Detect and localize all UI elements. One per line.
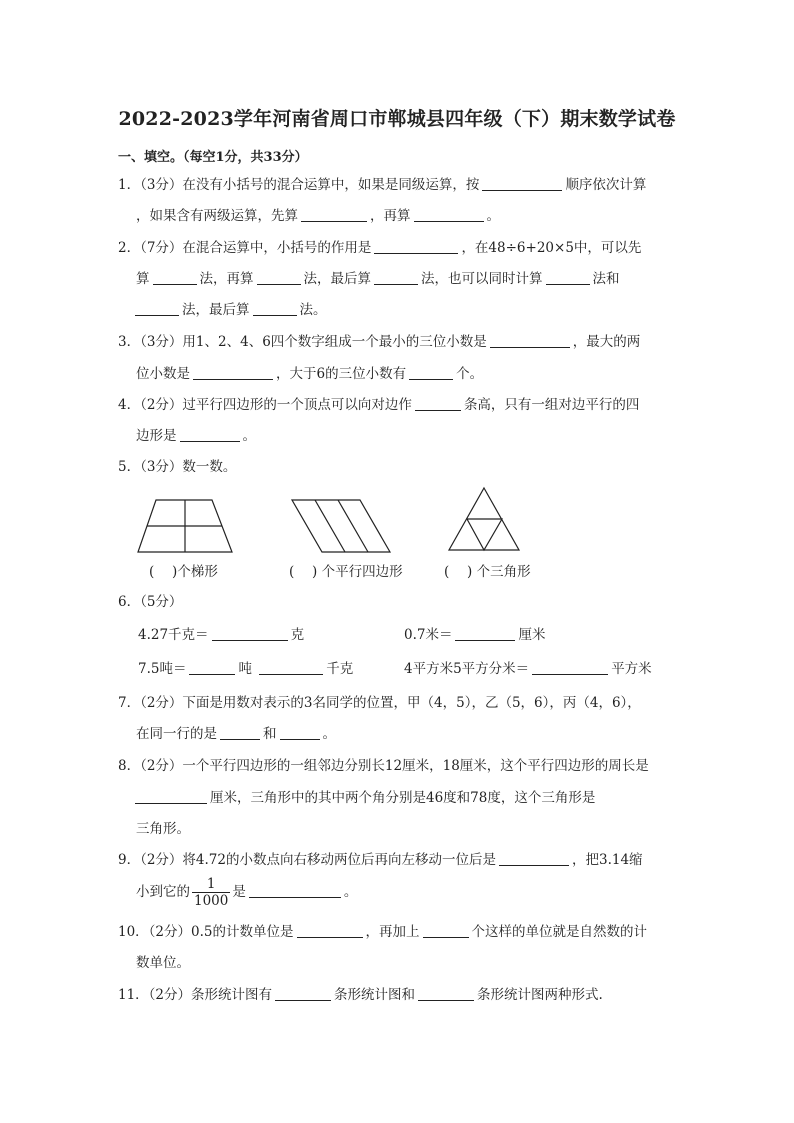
q6-blank-c1[interactable] bbox=[189, 660, 235, 675]
q4-blank-1[interactable] bbox=[415, 396, 461, 411]
fraction-numerator: 1 bbox=[192, 876, 230, 893]
q2-blank-2[interactable] bbox=[153, 270, 197, 285]
figures-svg bbox=[130, 484, 550, 556]
q10-blank-2[interactable] bbox=[423, 923, 469, 938]
trapezoid-caption: ( )个梯形 bbox=[149, 564, 218, 580]
q6-b-unit: 厘米 bbox=[518, 627, 546, 643]
question-9-line-2 bbox=[136, 876, 357, 909]
question-11-line-1 bbox=[118, 986, 603, 1004]
q6-blank-c2[interactable] bbox=[259, 660, 323, 675]
question-7-line-1: 7．（2分）下面是用数对表示的3名同学的位置，甲（4，5），乙（5，6），丙（4，6）， bbox=[118, 695, 641, 711]
question-8-line-1: 8．（2分）一个平行四边形的一组邻边分别长12厘米，18厘米，这个平行四边形的周长是 bbox=[118, 758, 649, 774]
question-9-line-1 bbox=[118, 851, 643, 869]
q6-item-c bbox=[138, 660, 353, 678]
section-heading: 一、填空。（每空1分，共33分） bbox=[118, 150, 308, 165]
q10-text-c: 个这样的单位就是自然数的计 bbox=[471, 924, 647, 940]
figures-area bbox=[130, 484, 550, 556]
question-3-line-2 bbox=[136, 365, 483, 383]
q10-blank-1[interactable] bbox=[297, 923, 363, 938]
q2-text-d: 法，再算 bbox=[199, 271, 254, 287]
q1-text-c: ，如果含有两级运算，先算 bbox=[136, 208, 298, 224]
q9-blank-1[interactable] bbox=[499, 851, 569, 866]
q3-blank-3[interactable] bbox=[409, 365, 453, 380]
question-1-line-1 bbox=[118, 176, 646, 194]
question-4-line-1 bbox=[118, 396, 639, 414]
q2-blank-5[interactable] bbox=[546, 270, 590, 285]
q4-text-c: 边形是 bbox=[136, 428, 177, 444]
question-8-line-2 bbox=[132, 789, 595, 807]
q11-text-b: 条形统计图和 bbox=[334, 987, 416, 1003]
q2-blank-1[interactable] bbox=[374, 239, 458, 254]
question-4-line-2 bbox=[136, 427, 256, 445]
q9-text-a: 9．（2分）将4.72的小数点向右移动两位后再向左移动一位后是 bbox=[118, 852, 496, 868]
q9-text-c: 小到它的 bbox=[136, 884, 190, 900]
q2-blank-7[interactable] bbox=[253, 301, 297, 316]
q1-text-b: 顺序依次计算 bbox=[565, 177, 647, 193]
inner-triangle-shape bbox=[467, 519, 502, 550]
fraction-denominator: 1000 bbox=[194, 893, 229, 909]
q4-text-b: 条高，只有一组对边平行的四 bbox=[463, 397, 640, 413]
q2-text-a: 2．（7分）在混合运算中，小括号的作用是 bbox=[118, 240, 372, 256]
q6-item-b bbox=[404, 626, 545, 644]
question-2-line-1 bbox=[118, 239, 641, 257]
question-2-line-2 bbox=[136, 270, 620, 288]
q3-text-a: 3．（3分）用1、2、4、6四个数字组成一个最小的三位小数是 bbox=[118, 334, 487, 350]
parallelogram-divider-1 bbox=[315, 500, 345, 552]
q8-text-b: 厘米，三角形中的其中两个角分别是46度和78度，这个三角形是 bbox=[210, 790, 596, 806]
triangle-caption: ( ) 个三角形 bbox=[444, 564, 531, 580]
q2-text-i: 法。 bbox=[299, 302, 327, 318]
q10-text-a: 10．（2分）0.5的计数单位是 bbox=[118, 924, 294, 940]
parallelogram-caption: ( ) 个平行四边形 bbox=[289, 564, 403, 580]
q2-text-e: 法，最后算 bbox=[303, 271, 371, 287]
q6-d-unit: 平方米 bbox=[611, 661, 652, 677]
q3-text-e: 个。 bbox=[456, 366, 484, 382]
q7-blank-2[interactable] bbox=[280, 725, 320, 740]
q2-text-b: ，在48÷6+20×5中，可以先 bbox=[461, 240, 642, 256]
q6-blank-a[interactable] bbox=[212, 626, 288, 641]
question-2-line-3 bbox=[132, 301, 327, 319]
q7-text-a: 在同一行的是 bbox=[136, 726, 217, 742]
q6-c-label: 7.5吨＝ bbox=[138, 661, 187, 677]
q6-c-mid: 吨 bbox=[238, 661, 252, 677]
q3-text-d: ，大于6的三位小数有 bbox=[276, 366, 407, 382]
q6-blank-b[interactable] bbox=[455, 626, 515, 641]
q9-text-d: 是 bbox=[232, 884, 246, 900]
question-8-line-3: 三角形。 bbox=[136, 821, 190, 837]
question-10-line-1 bbox=[118, 923, 647, 941]
q9-text-e: 。 bbox=[343, 884, 358, 900]
q6-b-label: 0.7米＝ bbox=[404, 627, 453, 643]
q2-blank-3[interactable] bbox=[257, 270, 301, 285]
q10-text-b: ，再加上 bbox=[365, 924, 420, 940]
q3-text-b: ，最大的两 bbox=[572, 334, 641, 350]
q4-blank-2[interactable] bbox=[180, 427, 240, 442]
q3-blank-1[interactable] bbox=[490, 333, 570, 348]
q6-d-label: 4平方米5平方分米＝ bbox=[404, 661, 530, 677]
q9-blank-2[interactable] bbox=[249, 883, 341, 898]
q3-text-c: 位小数是 bbox=[136, 366, 190, 382]
question-3-line-1 bbox=[118, 333, 640, 351]
q1-text-d: ，再算 bbox=[370, 208, 411, 224]
q7-text-b: 和 bbox=[263, 726, 277, 742]
q7-blank-1[interactable] bbox=[220, 725, 260, 740]
q9-fraction bbox=[192, 876, 230, 909]
page-title: 2022-2023学年河南省周口市郸城县四年级（下）期末数学试卷 bbox=[118, 108, 676, 130]
q1-blank-3[interactable] bbox=[414, 207, 484, 222]
q1-blank-2[interactable] bbox=[301, 207, 367, 222]
q9-text-b: ，把3.14缩 bbox=[572, 852, 643, 868]
q3-blank-2[interactable] bbox=[193, 365, 273, 380]
q6-blank-d[interactable] bbox=[532, 660, 608, 675]
q4-text-d: 。 bbox=[242, 428, 256, 444]
q1-text-e: 。 bbox=[486, 208, 500, 224]
question-10-line-2: 数单位。 bbox=[136, 955, 190, 971]
q2-blank-6[interactable] bbox=[135, 301, 179, 316]
q6-a-unit: 克 bbox=[290, 627, 305, 643]
q6-item-a bbox=[138, 626, 304, 644]
q4-text-a: 4．（2分）过平行四边形的一个顶点可以向对边作 bbox=[118, 397, 412, 413]
q1-blank-1[interactable] bbox=[482, 176, 562, 191]
q11-text-a: 11．（2分）条形统计图有 bbox=[118, 987, 273, 1003]
question-5-line-1: 5．（3分）数一数。 bbox=[118, 459, 237, 475]
q2-text-f: 法，也可以同时计算 bbox=[421, 271, 543, 287]
question-6-line-1: 6．（5分） bbox=[118, 594, 183, 610]
q6-c-unit: 千克 bbox=[326, 661, 354, 677]
q11-text-c: 条形统计图两种形式. bbox=[477, 987, 603, 1003]
q2-text-h: 法，最后算 bbox=[182, 302, 250, 318]
q1-text-a: 1．（3分）在没有小括号的混合运算中，如果是同级运算，按 bbox=[118, 177, 480, 193]
question-7-line-2 bbox=[136, 725, 336, 743]
q6-item-d bbox=[404, 660, 652, 678]
q2-blank-4[interactable] bbox=[374, 270, 418, 285]
question-1-line-2 bbox=[136, 207, 500, 225]
q11-blank-1[interactable] bbox=[275, 986, 331, 1001]
q8-blank-1[interactable] bbox=[135, 789, 207, 804]
q6-a-label: 4.27千克＝ bbox=[138, 627, 209, 643]
q11-blank-2[interactable] bbox=[418, 986, 474, 1001]
parallelogram-divider-2 bbox=[338, 500, 368, 552]
q7-text-c: 。 bbox=[322, 726, 336, 742]
q2-text-g: 法和 bbox=[592, 271, 620, 287]
q2-text-c: 算 bbox=[136, 271, 150, 287]
